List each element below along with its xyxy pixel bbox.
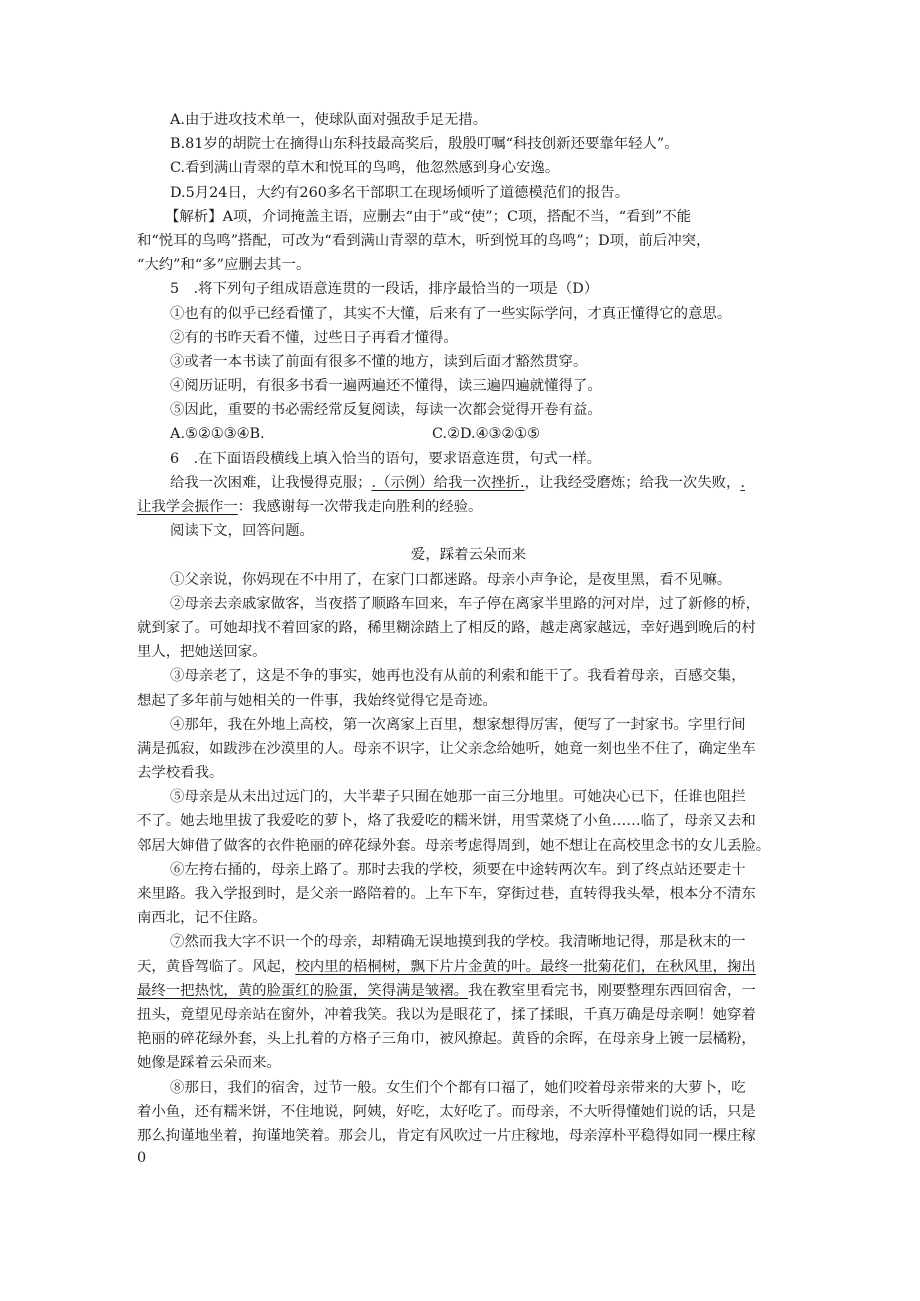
q6-stem: 6 .在下面语段横线上填入恰当的语句，要求语意连贯，句式一样。 bbox=[170, 450, 602, 467]
q6-text: ：我感谢每一次带我走向胜利的经验。 bbox=[237, 499, 483, 515]
q5-sentence: ⑤因此，重要的书必需经常反复阅读，每读一次都会觉得开卷有益。 bbox=[170, 402, 602, 419]
q5-sentence: ③或者一本书读了前面有很多不懂的地方，读到后面才豁然贯穿。 bbox=[170, 353, 588, 370]
q6-text-line bbox=[137, 471, 800, 495]
paragraph-line: 来里路。我入学报到时，是父亲一路陪着的。上车下车，穿街过巷，直转得我头晕，根本分不清东 bbox=[137, 886, 756, 902]
paragraph-line: 南西北，记不住路。 bbox=[137, 910, 267, 927]
paragraph-line: ⑤母亲是从未出过远门的，大半辈子只囿在她那一亩三分地里。可她决心已下，任谁也阻拦 bbox=[170, 789, 746, 806]
reading-intro: 阅读下文，回答问题。 bbox=[170, 523, 314, 540]
paragraph-line: ⑧那日，我们的宿舍，过节一般。女生们个个都有口福了，她们咬着母亲带来的大萝卜，吃 bbox=[170, 1079, 746, 1096]
paragraph-line: ⑥左挎右捅的，母亲上路了。那时去我的学校，须要在中途转两次车。到了终点站还要走十 bbox=[170, 861, 746, 878]
paragraph-line: 里人，把她送回家。 bbox=[137, 644, 267, 661]
paragraph-line: 满是孤寂，如跋涉在沙漠里的人。母亲不识字，让父亲念给她听，她竟一刻也坐不住了，确定坐车 bbox=[137, 740, 756, 757]
q5-sentence: ②有的书昨天看不懂，过些日子再看才懂得。 bbox=[170, 329, 458, 346]
paragraph-line: 着小鱼，还有糯米饼，不住地说，阿姨，好吃，太好吃了。而母亲，不大听得懂她们说的话，只是 bbox=[137, 1103, 756, 1120]
paragraph-line: 那么拘谨地坐着，拘谨地笑着。那会儿，肯定有风吹过一片庄稼地，母亲淳朴平稳得如同一棵庄稼 bbox=[137, 1127, 756, 1144]
q6-blank-answer: .（示例）给我一次挫折. bbox=[371, 474, 525, 491]
paragraph-line: 不了。她去地里拔了我爱吃的萝卜，烙了我爱吃的糯米饼，用雪菜烧了小鱼……临了，母亲又去和 bbox=[137, 813, 756, 830]
paragraph-text: 天，黄昏驾临了。风起， bbox=[137, 958, 296, 975]
reading-title: 爱，踩着云朵而来 bbox=[410, 547, 527, 564]
paragraph-line: 想起了多年前与她相关的一件事，我始终觉得它是奇迹。 bbox=[137, 692, 497, 709]
q6-text: 给我一次困难，让我慢得克服； bbox=[170, 474, 372, 491]
q6-blank-answer: 让我学会振作一 bbox=[137, 499, 238, 515]
q4-analysis-line: 和“悦耳的鸟鸣”搭配，可改为“看到满山青翠的草木，听到悦耳的鸟鸣”；D项，前后冲突， bbox=[137, 232, 711, 249]
paragraph-text: 我在教室里看完书，刚要整理东西回宿舍，一 bbox=[468, 982, 756, 999]
q5-sentence: ④阅历证明，有很多书看一遍两遍还不懂得，读三遍四遍就懂得了。 bbox=[170, 378, 602, 395]
q4-analysis-line: “大约”和“多”应删去其一。 bbox=[137, 257, 311, 274]
q5-choices bbox=[137, 422, 800, 446]
paragraph-line bbox=[137, 979, 800, 1003]
q5-choice-cd: C.②D.④③②①⑤ bbox=[432, 426, 541, 443]
paragraph-line: 就到家了。可她却找不着回家的路，稀里糊涂踏上了相反的路，越走离家越远，幸好遇到晚后的村 bbox=[137, 619, 756, 636]
q4-option-a: A.由于进攻技术单一，使球队面对强敌手足无措。 bbox=[170, 112, 488, 128]
q5-stem: 5 .将下列句子组成语意连贯的一段话，排序最恰当的一项是（D） bbox=[170, 281, 599, 298]
paragraph-line: ⑦然而我大字不识一个的母亲，却精确无误地摸到我的学校。我清晰地记得，那是秋末的一 bbox=[170, 934, 746, 951]
underlined-passage: 校内里的梧桐树，飘下片片金黄的叶。最终一批菊花们，在秋风里，掬出 bbox=[295, 958, 756, 975]
paragraph-line bbox=[137, 955, 800, 979]
paragraph-line: ③母亲老了，这是不争的事实，她再也没有从前的利索和能干了。我看着母亲，百感交集， bbox=[170, 668, 746, 685]
paragraph-line: 她像是踩着云朵而来。 bbox=[137, 1055, 281, 1072]
q5-choice-ab: A.⑤②①③④B. bbox=[170, 426, 265, 443]
q4-option-b: B.81岁的胡院士在摘得山东科技最高奖后，殷殷叮嘱“科技创新还要靠年轻人”。 bbox=[170, 136, 679, 153]
paragraph-line: ①父亲说，你妈现在不中用了，在家门口都迷路。母亲小声争论，是夜里黑，看不见嘛。 bbox=[170, 571, 732, 588]
paragraph-line: ④那年，我在外地上高校，第一次离家上百里，想家想得厉害，便写了一封家书。字里行间 bbox=[170, 716, 746, 733]
q4-option-c: C.看到满山青翠的草木和悦耳的鸟鸣，他忽然感到身心安逸。 bbox=[170, 160, 560, 177]
paragraph-line: 艳丽的碎花绿外套，头上扎着的方格子三角巾，被风撩起。黄昏的余晖，在母亲身上镀一层橘粉， bbox=[137, 1031, 756, 1048]
paragraph-line: 扭头，竟望见母亲站在窗外，冲着我笑。我以为是眼花了，揉了揉眼，千真万确是母亲啊！她穿着 bbox=[137, 1006, 756, 1023]
paragraph-line: 邻居大婶借了做客的衣件艳丽的碎花绿外套。母亲考虑得周到，她不想让在高校里念书的女儿丢脸。 bbox=[137, 837, 771, 854]
q6-blank: . bbox=[740, 474, 745, 491]
page-number: 0 bbox=[137, 1150, 147, 1166]
q6-text: ，让我经受磨炼；给我一次失败， bbox=[524, 474, 741, 491]
q4-analysis-line: 【解析】A项，介词掩盖主语，应删去“由于”或“使”；C项，搭配不当，“看到”不能 bbox=[165, 208, 692, 225]
q6-text-line bbox=[137, 495, 800, 519]
paragraph-line: 去学校看我。 bbox=[137, 765, 224, 782]
q5-sentence: ①也有的似乎已经看懂了，其实不大懂，后来有了一些实际学问，才真正懂得它的意思。 bbox=[170, 305, 732, 322]
q4-option-d: D.5月24日，大约有260多名干部职工在现场倾听了道德模范们的报告。 bbox=[170, 184, 630, 201]
paragraph-line: ②母亲去亲戚家做客，当夜搭了顺路车回来，车子停在离家半里路的河对岸，过了新修的桥， bbox=[170, 595, 761, 612]
underlined-passage: 最终一把热忱，黄的脸蛋红的脸蛋，笑得满是皱褶。 bbox=[137, 982, 468, 999]
